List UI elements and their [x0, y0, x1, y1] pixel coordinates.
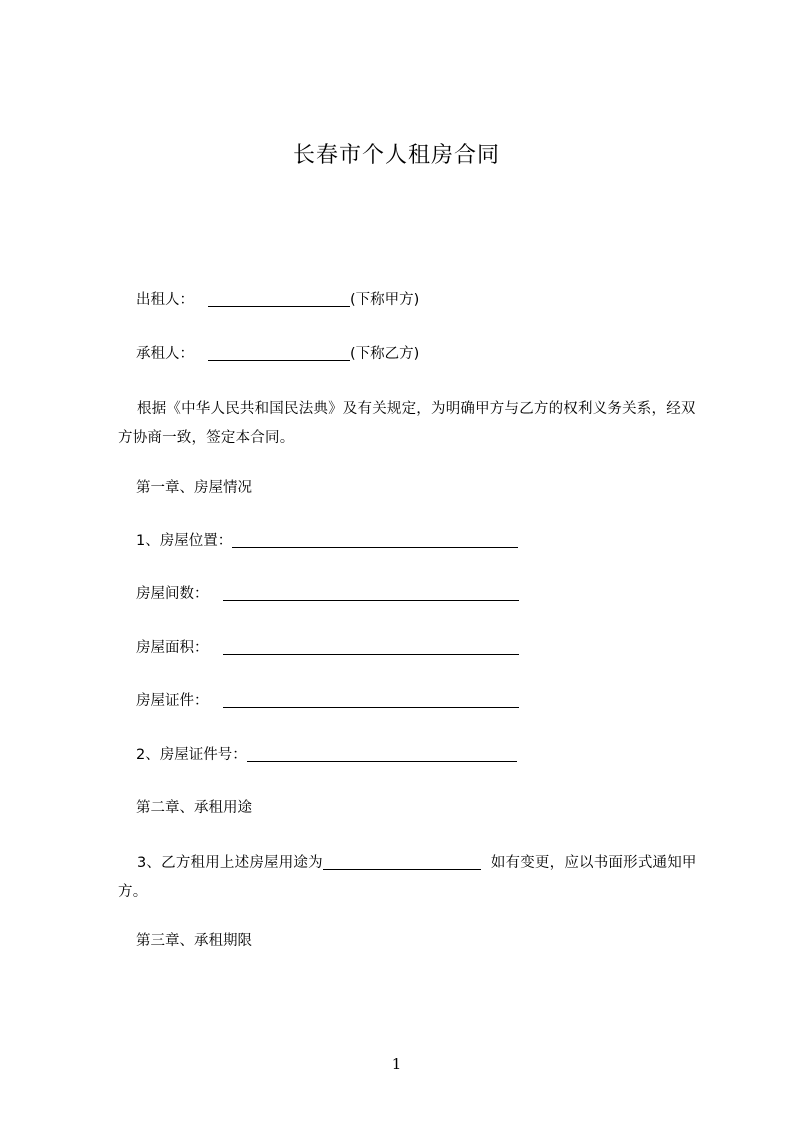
certificate-label: 房屋证件： [136, 693, 209, 709]
certificate-number-blank [247, 746, 517, 762]
location-blank [232, 532, 518, 548]
lessor-line [136, 290, 419, 310]
rooms-label: 房屋间数： [136, 586, 209, 602]
area-line [136, 638, 519, 658]
chapter1-heading: 第一章、房屋情况 [136, 480, 252, 496]
document-title: 长春市个人租房合同 [292, 143, 500, 168]
lessee-line [136, 344, 419, 364]
intro-paragraph: 根据《中华人民共和国民法典》及有关规定，为明确甲方与乙方的权利义务关系，经双方协商一致，签定本合同。 [118, 401, 696, 446]
lessee-label: 承租人： [136, 346, 194, 362]
chapter2-heading: 第二章、承租用途 [136, 800, 252, 816]
location-line [136, 531, 518, 551]
certificate-number-label: 2、房屋证件号： [136, 747, 247, 763]
location-label: 1、房屋位置： [136, 533, 233, 549]
chapter3-heading: 第三章、承租期限 [136, 933, 252, 949]
lessor-blank [208, 291, 350, 307]
rooms-line [136, 584, 519, 604]
usage-suffix: 如有变更，应以书面形式通知甲方。 [118, 855, 697, 900]
area-blank [223, 639, 519, 655]
lessee-blank [208, 345, 350, 361]
lessor-suffix: (下称甲方) [350, 292, 420, 308]
usage-blank [323, 854, 481, 870]
usage-prefix: 3、乙方租用上述房屋用途为 [137, 855, 323, 871]
certificate-number-line [136, 745, 517, 765]
certificate-blank [223, 692, 519, 708]
lessee-suffix: (下称乙方) [350, 346, 420, 362]
rooms-blank [223, 585, 519, 601]
certificate-line [136, 691, 519, 711]
page-number: 1 [391, 1055, 402, 1073]
usage-paragraph [118, 849, 702, 907]
lessor-label: 出租人： [136, 292, 194, 308]
area-label: 房屋面积： [136, 640, 209, 656]
